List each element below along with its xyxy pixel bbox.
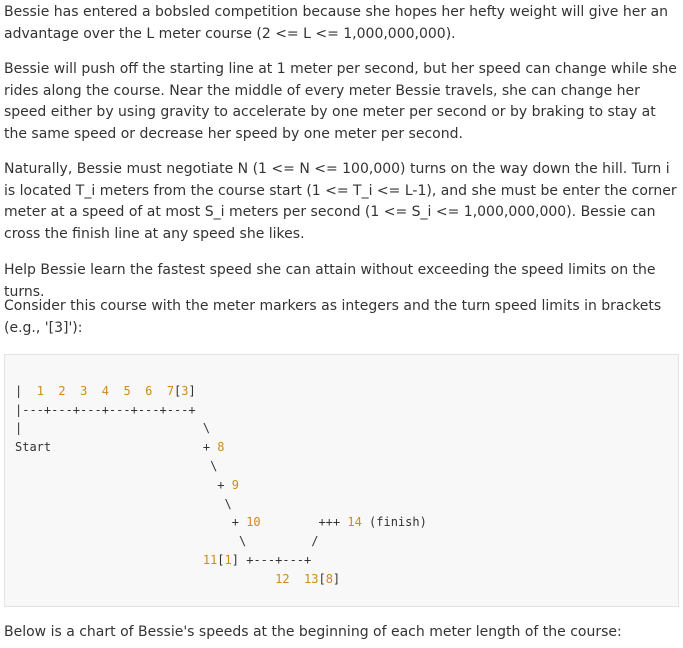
meter-marker: 10 [246,515,261,530]
meter-marker: 14 [347,515,362,530]
meter-marker: 3 [181,383,189,398]
diagram-line: | \ [15,421,211,436]
meter-marker: 5 [123,383,131,398]
diagram-line: |---+---+---+---+---+---+ [15,402,196,417]
meter-marker: 12 [275,571,290,586]
meter-marker: 4 [101,383,109,398]
paragraph-example-intro: Consider this course with the meter markers as integers and the turn speed limits in brackets (e.g., '[3]'): [4,298,662,336]
meter-marker: 1 [224,552,232,567]
meter-marker: 8 [325,571,333,586]
diagram-line: \ / [15,534,319,549]
diagram-line: + 9 [15,477,239,492]
course-diagram [4,354,679,607]
meter-marker: 11 [202,552,218,567]
meter-marker: 8 [217,440,225,455]
diagram-line: | 1 2 3 4 5 6 7[3] [15,383,196,398]
meter-marker: 7 [166,383,175,398]
diagram-line: \ [15,458,218,473]
meter-marker: 2 [58,383,66,398]
paragraph-goal: Help Bessie learn the fastest speed she can attain without exceeding the speed limits on the turns. [4,262,656,300]
diagram-line: 12 13[8] [275,571,341,586]
paragraph-speed-rules: Bessie will push off the starting line at 1 meter per second, but her speed can change while she rides along the course. Near the middle of every meter Bessie travels, she can change her speed either by using gravity to accelerate by one meter per second or by braking to stay at the same speed or decrease her speed by one meter per second. [4,61,677,142]
paragraph-turns: Naturally, Bessie must negotiate N (1 <= N <= 100,000) turns on the way down the hill. Turn i is located T_i meters from the course start (1 <= T_i <= L-1), and she must be enter the corner meter at a speed of at most S_i meters per second (1 <= S_i <= 1,000,000,000). Bessie can cross the finish line at any speed she likes. [4,161,677,242]
meter-marker: 13 [304,571,319,586]
diagram-line: \ [15,496,232,511]
paragraph-intro: Bessie has entered a bobsled competition because she hopes her hefty weight will give her an advantage over the L meter course (2 <= L <= 1,000,000,000). [4,4,668,42]
meter-marker: 9 [231,477,239,492]
meter-marker: 3 [80,383,88,398]
paragraph-chart-intro: Below is a chart of Bessie's speeds at the beginning of each meter length of the course: [4,624,622,640]
meter-marker: 6 [145,383,153,398]
diagram-line: Start + 8 [15,440,225,455]
diagram-line: + 10 +++ 14 (finish) [15,515,427,530]
diagram-line: 11[1] +---+---+ [202,552,312,567]
meter-marker: 1 [36,383,44,398]
